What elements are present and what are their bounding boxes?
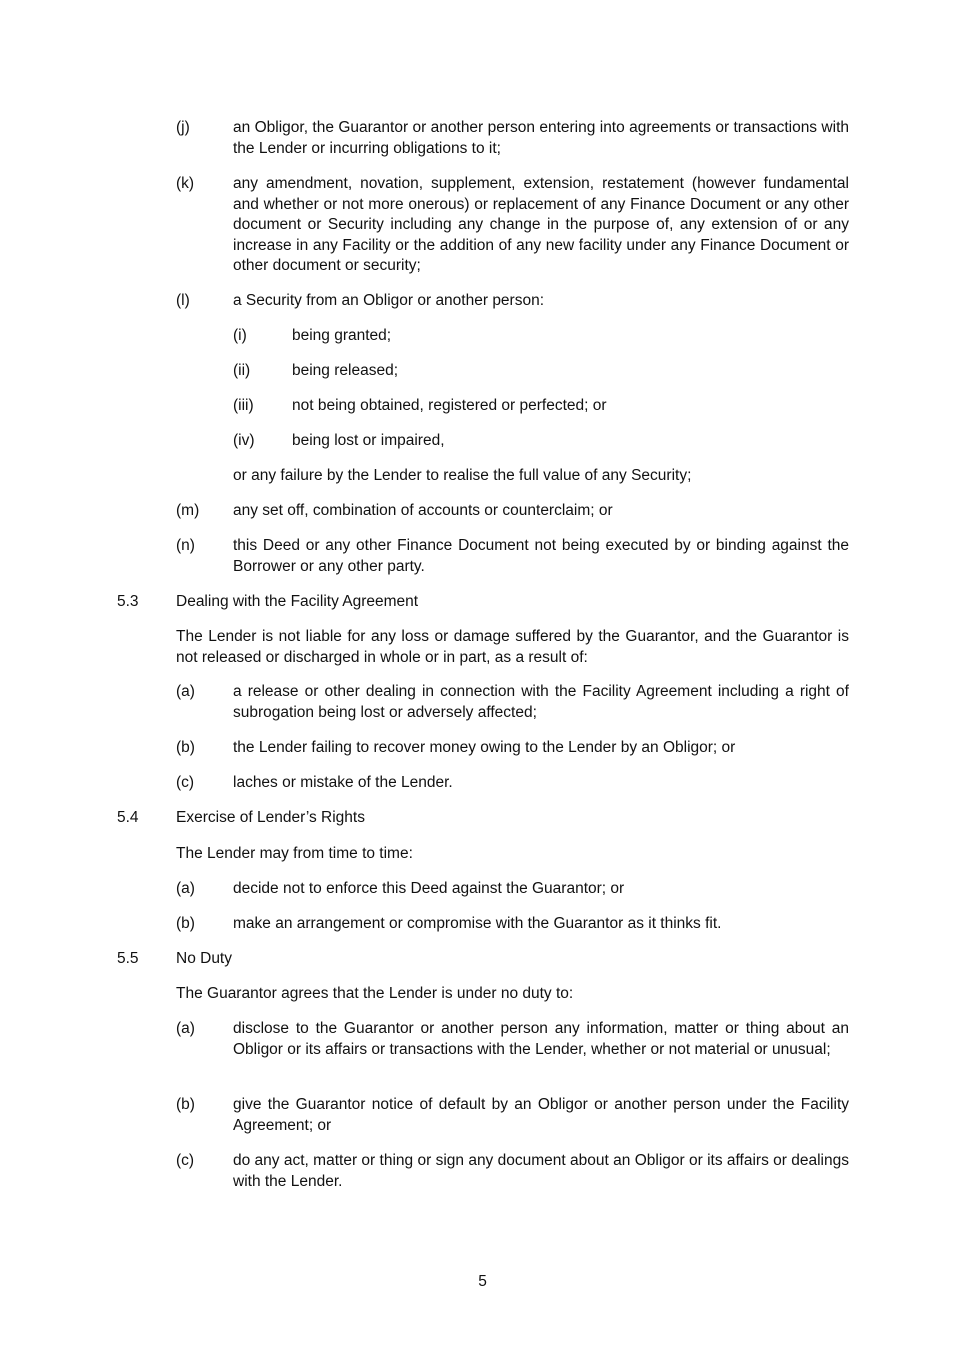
section-intro: The Lender is not liable for any loss or damage suffered by the Guarantor, and the Guarantor is not released or discharged in whole or in part, as a result of: bbox=[176, 628, 849, 666]
item-label: (b) bbox=[176, 739, 195, 756]
item-label: (l) bbox=[176, 292, 190, 309]
section-intro: The Lender may from time to time: bbox=[176, 845, 413, 862]
sub-item-label: (iv) bbox=[233, 432, 255, 449]
sub-item-text: being granted; bbox=[292, 327, 392, 344]
item-label: (c) bbox=[176, 1152, 195, 1169]
item-label: (b) bbox=[176, 1096, 195, 1113]
item-text: a release or other dealing in connection with the Facility Agreement including a right of subrogation being lost or adversely affected; bbox=[233, 683, 849, 721]
item-text: decide not to enforce this Deed against the Guarantor; or bbox=[233, 880, 625, 897]
sub-item-label: (iii) bbox=[233, 397, 254, 414]
sub-item-text: being lost or impaired, bbox=[292, 432, 445, 449]
item-text: do any act, matter or thing or sign any document about an Obligor or its affairs or dealings with the Lender. bbox=[233, 1152, 849, 1190]
section-number: 5.5 bbox=[117, 950, 139, 967]
item-text: any set off, combination of accounts or counterclaim; or bbox=[233, 502, 613, 519]
section-number: 5.3 bbox=[117, 593, 139, 610]
item-label: (a) bbox=[176, 1020, 195, 1037]
sub-item-text: being released; bbox=[292, 362, 398, 379]
item-text: any amendment, novation, supplement, extension, restatement (however fundamental and whether or not more onerous) or replacement of any Finance Document or any other document or Security including any change in the purpose of, any extension of or any increase in any Facility or the addition of any new facility under any Finance Document or other document or security; bbox=[233, 175, 849, 274]
item-label: (n) bbox=[176, 537, 195, 554]
section-heading: Exercise of Lender’s Rights bbox=[176, 809, 365, 826]
item-label: (a) bbox=[176, 683, 195, 700]
item-text: laches or mistake of the Lender. bbox=[233, 774, 453, 791]
section-heading: Dealing with the Facility Agreement bbox=[176, 593, 419, 610]
item-text: give the Guarantor notice of default by an Obligor or another person under the Facility Agreement; or bbox=[233, 1096, 849, 1134]
section-heading: No Duty bbox=[176, 950, 232, 967]
item-text: the Lender failing to recover money owing to the Lender by an Obligor; or bbox=[233, 739, 736, 756]
item-text: this Deed or any other Finance Document not being executed by or binding against the Borrower or any other party. bbox=[233, 537, 849, 575]
item-label: (c) bbox=[176, 774, 195, 791]
item-l-tail: or any failure by the Lender to realise the full value of any Security; bbox=[233, 467, 692, 484]
item-label: (k) bbox=[176, 175, 195, 192]
sub-item-text: not being obtained, registered or perfected; or bbox=[292, 397, 607, 414]
item-label: (j) bbox=[176, 119, 190, 136]
section-intro: The Guarantor agrees that the Lender is under no duty to: bbox=[176, 985, 574, 1002]
item-text: a Security from an Obligor or another person: bbox=[233, 292, 545, 309]
page-number: 5 bbox=[478, 1273, 487, 1290]
sub-item-label: (i) bbox=[233, 327, 247, 344]
item-text: an Obligor, the Guarantor or another person entering into agreements or transactions with the Lender or incurring obligations to it; bbox=[233, 119, 849, 157]
item-label: (m) bbox=[176, 502, 200, 519]
item-text: disclose to the Guarantor or another person any information, matter or thing about an Obligor or its affairs or transactions with the Lender, whether or not material or unusual; bbox=[233, 1020, 849, 1058]
item-label: (b) bbox=[176, 915, 195, 932]
item-label: (a) bbox=[176, 880, 195, 897]
section-number: 5.4 bbox=[117, 809, 139, 826]
item-text: make an arrangement or compromise with the Guarantor as it thinks fit. bbox=[233, 915, 722, 932]
sub-item-label: (ii) bbox=[233, 362, 251, 379]
